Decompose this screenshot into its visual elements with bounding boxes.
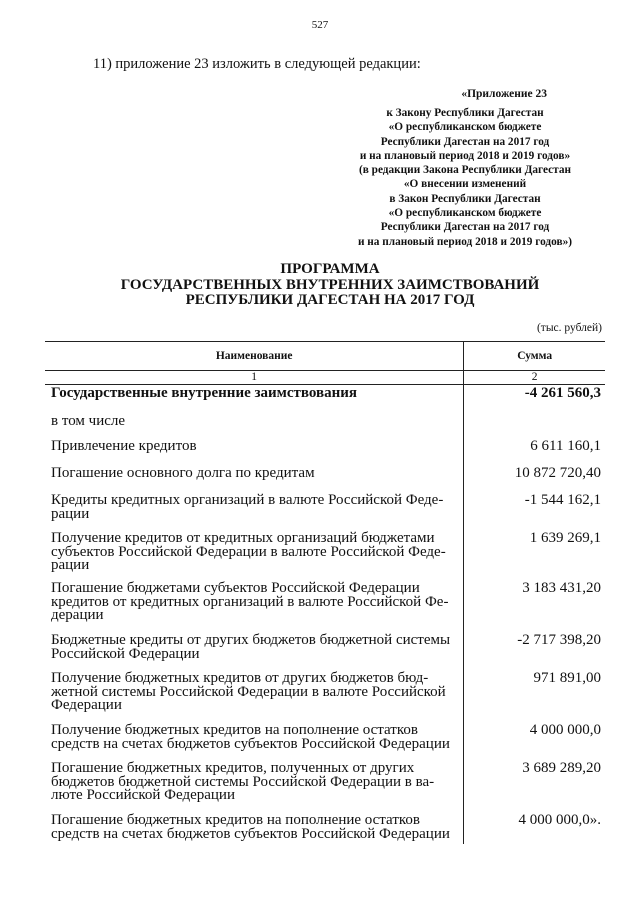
row-name: Получение кредитов от кредитных организаций бюджетами субъектов Российской Федерации в валюте Российской Феде-рации (45, 532, 464, 582)
borrowing-table (45, 341, 605, 844)
table-row (45, 634, 605, 672)
appendix-line: «О республиканском бюджете (388, 121, 542, 134)
row-sum: 971 891,00 (533, 670, 601, 686)
table-row (45, 494, 605, 532)
row-sum: 1 639 269,1 (529, 530, 601, 546)
row-name: Погашение бюджетами субъектов Российской Федерации кредитов от кредитных организаций в валюте Российской Фе-дерации (45, 582, 464, 634)
appendix-line: «О внесении изменений (403, 178, 527, 191)
table-row (45, 814, 605, 844)
row-sum: 3 689 289,20 (522, 760, 601, 776)
row-name: Погашение бюджетных кредитов на пополнение остатков средств на счетах бюджетов субъектов Российской Федерации (45, 814, 464, 844)
table-row (45, 724, 605, 762)
table-header-row (45, 342, 605, 371)
row-name: Получение бюджетных кредитов на пополнение остатков средств на счетах бюджетов субъектов Российской Федерации (45, 724, 464, 762)
appendix-line: Республики Дагестан на 2017 год (380, 135, 550, 148)
row-sum: 6 611 160,1 (530, 438, 601, 454)
appendix-line: и на плановый период 2018 и 2019 годов» (359, 149, 571, 162)
program-title-line: ПРОГРАММА (280, 261, 380, 277)
row-sum: 3 183 431,20 (522, 580, 601, 596)
table-row (45, 467, 605, 494)
row-sum: -1 544 162,1 (524, 492, 601, 508)
row-sum: 10 872 720,40 (514, 465, 601, 481)
row-sum: 4 000 000,0 (529, 722, 601, 738)
program-title (60, 262, 600, 309)
table-row (45, 440, 605, 467)
row-name: Погашение бюджетных кредитов, полученных от других бюджетов бюджетной системы Российской Федерации в ва-люте Российской Федерации (45, 762, 464, 814)
header-name: Наименование (45, 342, 464, 371)
appendix-line: Республики Дагестан на 2017 год (380, 221, 550, 234)
row-name: Привлечение кредитов (45, 440, 464, 467)
table-row (45, 532, 605, 582)
column-number: 2 (464, 371, 605, 385)
appendix-line: в Закон Республики Дагестан (389, 192, 541, 205)
row-sum (464, 415, 605, 440)
row-name: Государственные внутренние заимствования (45, 385, 464, 416)
intro-paragraph: 11) приложение 23 изложить в следующей редакции: (93, 56, 421, 72)
row-name: в том числе (45, 415, 464, 440)
column-numbers-row (45, 371, 605, 385)
table-row (45, 762, 605, 814)
table-row (45, 672, 605, 724)
appendix-line: «О республиканском бюджете (388, 207, 542, 220)
appendix-line: (в редакции Закона Республики Дагестан (358, 164, 572, 177)
row-sum: 4 000 000,0». (518, 812, 601, 828)
appendix-reference (330, 106, 600, 249)
program-title-line: ГОСУДАРСТВЕННЫХ ВНУТРЕННИХ ЗАИМСТВОВАНИЙ (120, 276, 540, 293)
column-number: 1 (45, 371, 464, 385)
row-name: Погашение основного долга по кредитам (45, 467, 464, 494)
table-row (45, 582, 605, 634)
header-sum: Сумма (464, 342, 605, 371)
row-sum: -2 717 398,20 (517, 632, 601, 648)
table-row (45, 415, 605, 440)
row-name: Бюджетные кредиты от других бюджетов бюджетной системы Российской Федерации (45, 634, 464, 672)
units-label: (тыс. рублей) (536, 322, 602, 334)
program-title-line: РЕСПУБЛИКИ ДАГЕСТАН НА 2017 ГОД (185, 292, 475, 308)
appendix-title: «Приложение 23 (461, 88, 547, 100)
row-name: Получение бюджетных кредитов от других бюджетов бюд-жетной системы Российской Федерации в валюте Российской Федерации (45, 672, 464, 724)
appendix-line: и на плановый период 2018 и 2019 годов») (357, 235, 573, 248)
appendix-line: к Закону Республики Дагестан (386, 107, 544, 119)
page-number: 527 (311, 19, 329, 31)
row-sum: -4 261 560,3 (524, 385, 601, 401)
table-row (45, 385, 605, 416)
row-name: Кредиты кредитных организаций в валюте Российской Феде-рации (45, 494, 464, 532)
